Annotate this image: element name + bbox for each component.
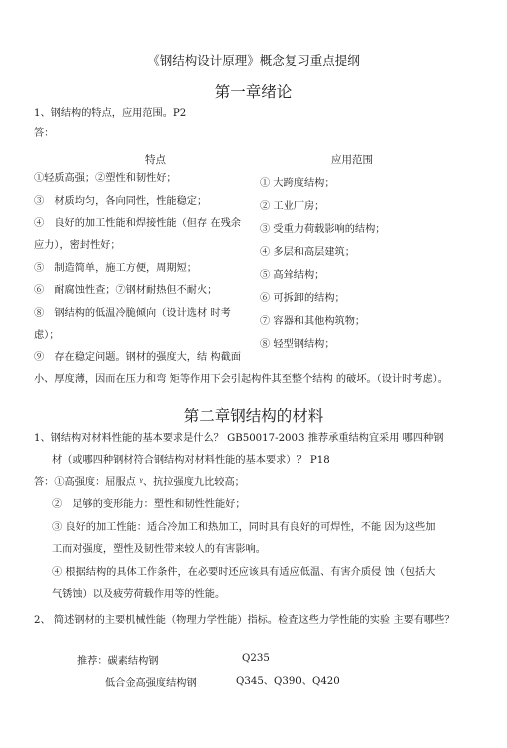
recommend-value-carbon: Q235 bbox=[242, 653, 270, 664]
recommend-label-lowalloy: 低合金高强度结构钢 bbox=[105, 678, 197, 689]
document-title: 《钢结构设计原理》概念复习重点提纲 bbox=[147, 53, 360, 68]
scope-line: ⑤ 高耸结构； bbox=[260, 270, 325, 281]
feature-line: ③ 材质均匀，各向同性，性能稳定； bbox=[34, 196, 208, 207]
scope-line: ① 大跨度结构； bbox=[260, 178, 335, 189]
feature-line: ⑥ 耐腐蚀性查；⑦钢材耐热但不耐火； bbox=[34, 285, 218, 296]
feature-line: ①轻质高强；②塑性和韧性好； bbox=[34, 173, 177, 184]
scope-line: ④ 多层和高层建筑； bbox=[260, 247, 355, 258]
recommend-label-carbon: 推荐：碳素结构钢 bbox=[77, 656, 159, 667]
feature-line: 虑）； bbox=[34, 330, 60, 341]
chapter-1-heading: 第一章绪论 bbox=[214, 83, 293, 101]
scope-line: ③ 受重力荷载影响的结构； bbox=[260, 224, 386, 235]
answer-point-2: ② 足够的变形能力：塑性和韧性性能好； bbox=[52, 499, 246, 510]
answer-point-3-line1: ③ 良好的加工性能：适合冷加工和热加工，同时具有良好的可焊性，不能 因为这些加 bbox=[52, 522, 436, 533]
feature-line: ④ 良好的加工性能和焊接性能（但存 在残余 bbox=[34, 218, 241, 229]
column-header-scope: 应用范围 bbox=[331, 154, 373, 166]
feature-line: ⑨ 存在稳定问题。钢材的强度大，结 构截面 bbox=[34, 352, 241, 363]
recommend-value-lowalloy: Q345、Q390、Q420 bbox=[236, 676, 340, 687]
column-header-features: 特点 bbox=[145, 154, 166, 166]
scope-line: ⑧ 轻型钢结构； bbox=[260, 339, 335, 350]
scope-line: ⑦ 容器和其他构筑物； bbox=[260, 316, 366, 327]
question-2-1-line1: 1、钢结构对材料性能的基本要求是什么？ GB50017-2003 推荐承重结构宜采用 哪四种钢 bbox=[34, 433, 444, 444]
question-2-1-line2: 材（或哪四种钢材符合钢结构对材料性能的基本要求）？ P18 bbox=[52, 455, 330, 466]
answer-point-3-line2: 工而对强度，塑性及韧性带来较人的有害影响。 bbox=[52, 544, 266, 555]
question-2-2: 2、 简述钢材的主要机械性能（物理力学性能）指标。检査这些力学性能的实验 主要有哪些？ bbox=[34, 615, 455, 626]
answer-point-4-line2: 气锈蚀）以及疲劳荷载作用等的性能。 bbox=[52, 589, 226, 600]
answer-label: 答： bbox=[34, 128, 55, 139]
feature-line: ⑧ 钢结构的低温冷脆倾向（设计选材 时考 bbox=[34, 308, 231, 319]
feature-line: 应力），密封性好； bbox=[34, 240, 121, 251]
answer-point-4-line1: ④ 根据结构的具体工作条件，在必要时还应该具有适应低温、有害介质侵 蚀（包括大 bbox=[52, 567, 436, 578]
question-1-1: 1、钢结构的特点，应用范围。P2 bbox=[34, 108, 187, 119]
answer-point-1: 答：①高强度：屈服点 ᵞ、抗拉强度九比较高； bbox=[34, 477, 245, 488]
feature-continuation: 小、厚度薄，因而在压力和弯 矩等作用下会引起构件其至整个结构 的破坏。（设计时考虑）。 bbox=[34, 374, 448, 385]
chapter-2-heading: 第二章钢结构的材料 bbox=[183, 407, 324, 425]
scope-line: ② 工业厂房； bbox=[260, 201, 325, 212]
scope-line: ⑥ 可拆卸的结构； bbox=[260, 293, 345, 304]
feature-line: ⑤ 制造简单，施工方便，周期短； bbox=[34, 263, 197, 274]
